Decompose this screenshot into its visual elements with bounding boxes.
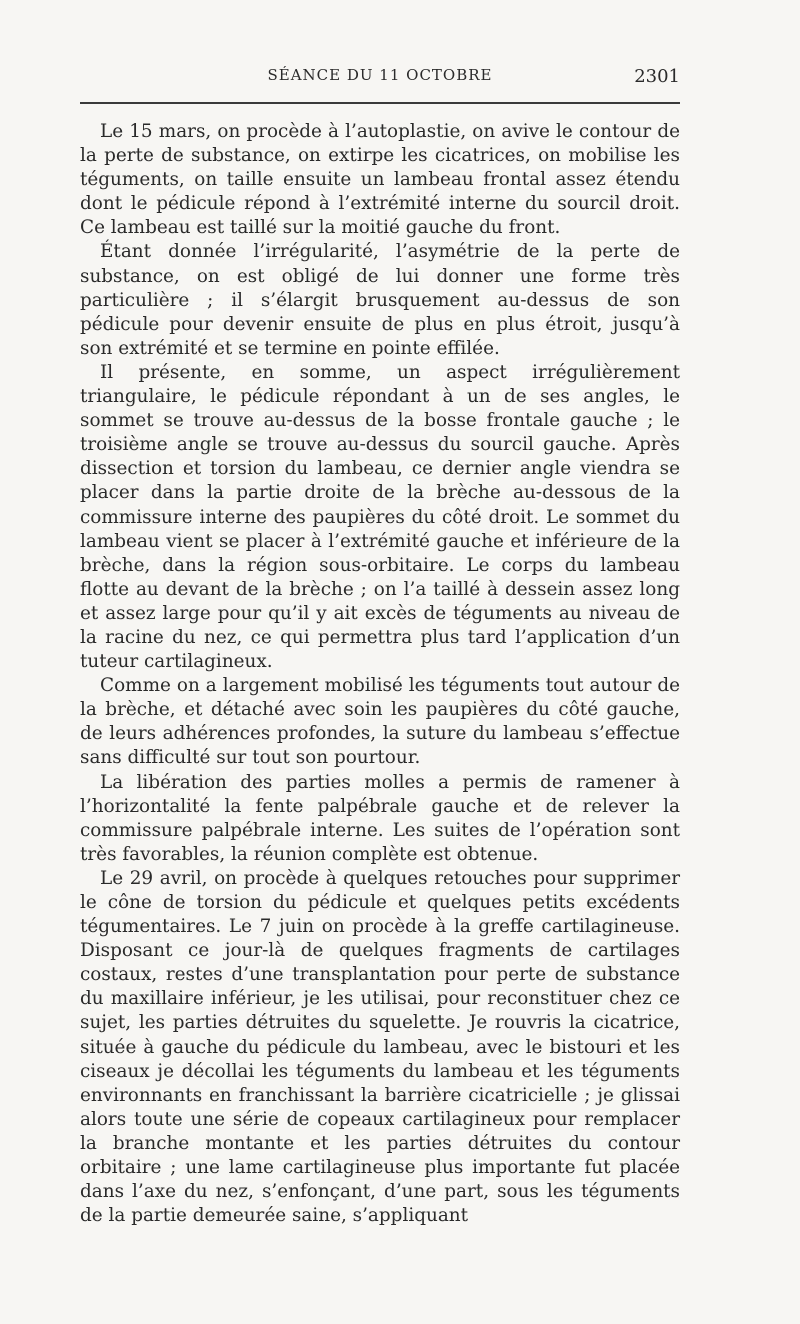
paragraph: Le 29 avril, on procède à quelques retouches pour supprimer le cône de torsion du pédicule et quelques petits excédents tégumentaires. Le 7 juin on procède à la greffe cartilagineuse. Disposant ce jour-là de quelques fragments de cartilages costaux, restes d’une transplantation pour perte de substance du maxillaire inférieur, je les utilisai, pour reconstituer chez ce sujet, les parties détruites du squelette. Je rouvris la cicatrice, située à gauche du pédicule du lambeau, avec le bistouri et les ciseaux je décollai les téguments du lambeau et les téguments environnants en franchissant la barrière cicatricielle ; je glissai alors toute une série de copeaux cartilagineux pour remplacer la branche montante et les parties détruites du contour orbitaire ; une lame cartilagineuse plus importante fut placée dans l’axe du nez, s’enfonçant, d’une part, sous les téguments de la partie demeurée saine, s’appliquant [80,867,680,1227]
paragraph: La libération des parties molles a permis de ramener à l’horizontalité la fente palpébrale gauche et de relever la commissure palpébrale interne. Les suites de l’opération sont très favorables, la réunion complète est obtenue. [80,771,680,865]
header-rule [80,102,680,104]
running-title: SÉANCE DU 11 OCTOBRE [267,66,493,84]
page-number: 2301 [634,66,680,87]
paragraph: Étant donnée l’irrégularité, l’asymétrie de la perte de substance, on est obligé de lui donner une forme très particulière ; il s’élargit brusquement au-dessus de son pédicule pour devenir ensuite de plus en plus étroit, jusqu’à son extrémité et se termine en pointe effilée. [80,241,680,359]
paragraph: Comme on a largement mobilisé les téguments tout autour de la brèche, et détaché avec soin les paupières du côté gauche, de leurs adhérences profondes, la suture du lambeau s’effectue sans difficulté sur tout son pourtour. [80,675,680,769]
paragraph: Il présente, en somme, un aspect irrégulièrement triangulaire, le pédicule répondant à un de ses angles, le sommet se trouve au-dessus de la bosse frontale gauche ; le troisième angle se trouve au-dessus du sourcil gauche. Après dissection et torsion du lambeau, ce dernier angle viendra se placer dans la partie droite de la brèche au-dessous de la commissure interne des paupières du côté droit. Le sommet du lambeau vient se placer à l’extrémité gauche et inférieure de la brèche, dans la région sous-orbitaire. Le corps du lambeau flotte au devant de la brèche ; on l’a taillé à dessein assez long et assez large pour qu’il y ait excès de téguments au niveau de la racine du nez, ce qui permettra plus tard l’application d’un tuteur cartilagineux. [80,361,680,673]
body-text [80,120,680,1228]
paragraph: Le 15 mars, on procède à l’autoplastie, on avive le contour de la perte de substance, on extirpe les cicatrices, on mobilise les téguments, on taille ensuite un lambeau frontal assez étendu dont le pédicule répond à l’extrémité interne du sourcil droit. Ce lambeau est taillé sur la moitié gauche du front. [80,121,680,239]
page-header [80,66,680,90]
